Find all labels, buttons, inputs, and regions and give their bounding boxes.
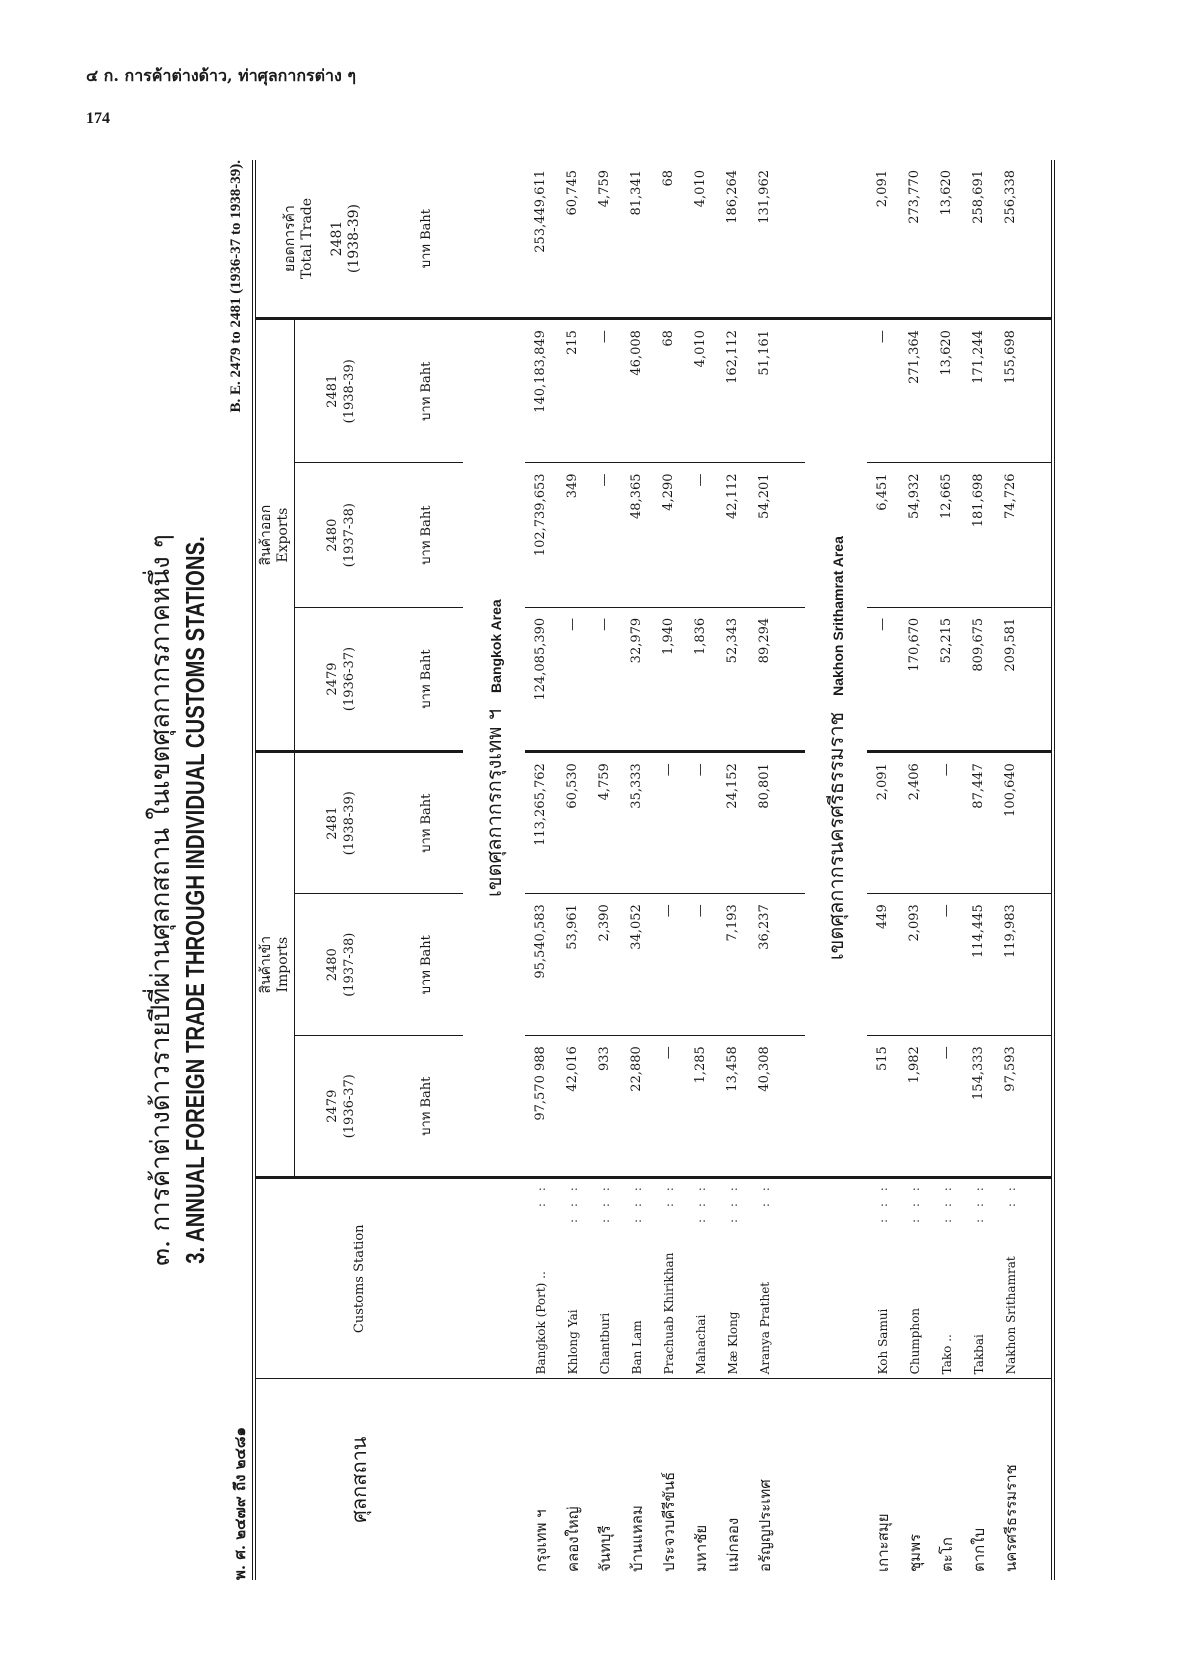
export-value: 209,581	[995, 607, 1027, 751]
total-value: 13,620	[931, 160, 963, 319]
total-english: Total Trade	[298, 197, 315, 280]
import-value: 515	[867, 1036, 899, 1178]
export-value: 102,739,653	[525, 463, 557, 607]
station-name-english-text: Prachuab Khirikhan	[661, 1252, 676, 1375]
section-header-row	[463, 160, 525, 1580]
export-value: 68	[653, 319, 685, 463]
section-header-row	[805, 160, 867, 1580]
table-row	[557, 160, 589, 1580]
spacer	[781, 752, 805, 894]
station-name-english-text: Aranya Prathet	[757, 1281, 772, 1375]
import-value: 42,016	[557, 1036, 589, 1178]
total-value: 256,338	[995, 160, 1027, 319]
unit-label: บาท Baht	[389, 463, 463, 607]
table-title-thai: ๓. การค้าต่างด้าวรายปีที่ผ่านศุลกสถาน ในเขตศุลกากรภาคหนึ่ง ๆ	[146, 534, 176, 1266]
spacer	[1027, 1036, 1053, 1178]
station-name-thai: อรัญญประเทศ	[755, 1479, 774, 1572]
export-value: 12,665	[931, 463, 963, 607]
station-name-thai: ตากใบ	[969, 1527, 988, 1572]
import-value: 2,390	[589, 894, 621, 1036]
table-row	[589, 160, 621, 1580]
export-value: 4,290	[653, 463, 685, 607]
import-value: 449	[867, 894, 899, 1036]
total-value: 68	[653, 160, 685, 319]
export-value: 74,726	[995, 463, 1027, 607]
import-value: 97,570 988	[525, 1036, 557, 1178]
import-value: 40,308	[749, 1036, 781, 1178]
station-name-english	[963, 1178, 995, 1379]
import-value: 24,152	[717, 752, 749, 894]
import-value: 53,961	[557, 894, 589, 1036]
total-value: 131,962	[749, 160, 781, 319]
export-value: 171,244	[963, 319, 995, 463]
import-value: —	[931, 1036, 963, 1178]
station-name-english-text: Chumphon	[907, 1307, 922, 1375]
station-name-thai: มหาชัย	[691, 1524, 710, 1572]
import-value: 100,640	[995, 752, 1027, 894]
station-name-english	[867, 1178, 899, 1379]
leader-dots: : :	[1003, 1183, 1018, 1208]
station-name-english	[557, 1178, 589, 1379]
leader-dots: : :	[533, 1183, 548, 1208]
spacer	[1027, 607, 1053, 751]
total-value: 60,745	[557, 160, 589, 319]
export-value: 46,008	[621, 319, 653, 463]
table-body	[463, 160, 1053, 1580]
leader-dots: : : :	[875, 1183, 890, 1223]
year-sub: (1938-39)	[341, 359, 357, 424]
import-value: —	[653, 1036, 685, 1178]
export-value: 48,365	[621, 463, 653, 607]
unit-label: บาท Baht	[389, 319, 463, 463]
spacer	[1027, 160, 1053, 319]
export-value: 271,364	[899, 319, 931, 463]
table-row	[717, 160, 749, 1580]
imp-year-2479	[294, 1036, 389, 1178]
spacer	[1027, 894, 1053, 1036]
spacer	[1027, 1379, 1053, 1580]
section-name-english: Bangkok Area	[487, 599, 504, 693]
import-value: 34,052	[621, 894, 653, 1036]
import-value: —	[685, 894, 717, 1036]
import-value: 933	[589, 1036, 621, 1178]
station-name-english	[749, 1178, 781, 1379]
total-value: 258,691	[963, 160, 995, 319]
export-value: 1,940	[653, 607, 685, 751]
year: 2481	[325, 374, 341, 408]
spacer	[781, 160, 805, 319]
station-name-thai: กรุงเทพ ฯ	[531, 1509, 550, 1572]
station-name-thai: คลองใหญ่	[563, 1506, 582, 1572]
year-sub: (1938-39)	[341, 791, 357, 856]
import-value: —	[653, 752, 685, 894]
export-value: 54,932	[899, 463, 931, 607]
leader-dots: : : :	[725, 1183, 740, 1223]
station-name-english	[899, 1178, 931, 1379]
station-name-thai: ประจวบคีรีขันธ์	[659, 1471, 678, 1572]
leader-dots: : : :	[629, 1183, 644, 1223]
year: 2479	[325, 662, 341, 696]
import-value: 95,540,583	[525, 894, 557, 1036]
import-value: 97,593	[995, 1036, 1027, 1178]
export-value: —	[557, 607, 589, 751]
station-name-thai: จันทบุรี	[595, 1525, 614, 1572]
total-value: 186,264	[717, 160, 749, 319]
rotated-table-block	[140, 160, 1100, 1580]
station-name-english	[525, 1178, 557, 1379]
export-value: 1,836	[685, 607, 717, 751]
unit-label: บาท Baht	[389, 607, 463, 751]
table-row	[899, 160, 931, 1580]
page-number: 174	[86, 110, 110, 127]
export-value: 52,215	[931, 607, 963, 751]
running-header: ๔ ก. การค้าต่างด้าว, ท่าศุลกากรต่าง ๆ	[86, 66, 356, 85]
table-row	[685, 160, 717, 1580]
import-value: 13,458	[717, 1036, 749, 1178]
total-value: 81,341	[621, 160, 653, 319]
section-name-thai: เขตศุลกากรนครศรีธรรมราช	[823, 711, 848, 961]
export-value: 42,112	[717, 463, 749, 607]
total-value: 2,091	[867, 160, 899, 319]
station-name-english	[995, 1178, 1027, 1379]
leader-dots: : :	[661, 1183, 676, 1208]
year-sub: (1936-37)	[341, 1074, 357, 1139]
station-name-english-text: Khlong Yai	[565, 1309, 580, 1375]
export-value: 162,112	[717, 319, 749, 463]
export-value: 54,201	[749, 463, 781, 607]
import-value: 154,333	[963, 1036, 995, 1178]
year-sub: (1937-38)	[341, 932, 357, 997]
station-name-english-text: Tako ..	[939, 1334, 954, 1375]
export-value: 52,343	[717, 607, 749, 751]
spacer	[805, 160, 867, 319]
spacer	[463, 160, 525, 319]
spacer-row	[1027, 160, 1053, 1580]
spacer	[781, 1379, 805, 1580]
period-thai: พ. ศ. ๒๔๗๙ ถึง ๒๔๘๑	[231, 1427, 249, 1580]
import-value: 36,237	[749, 894, 781, 1036]
imp-year-2480	[294, 894, 389, 1036]
export-value: 124,085,390	[525, 607, 557, 751]
import-value: 7,193	[717, 894, 749, 1036]
station-thai-header: ศุลกสถาน	[347, 1436, 372, 1523]
imp-year-2481	[294, 752, 389, 894]
export-value: —	[867, 607, 899, 751]
station-name-english-text: Koh Samui	[875, 1308, 890, 1375]
table-row	[963, 160, 995, 1580]
year: 2479	[325, 1089, 341, 1123]
station-name-thai: แม่กลอง	[723, 1517, 742, 1572]
spacer	[781, 894, 805, 1036]
export-value: 89,294	[749, 607, 781, 751]
leader-dots: : : :	[907, 1183, 922, 1223]
export-value: 140,183,849	[525, 319, 557, 463]
table-row	[931, 160, 963, 1580]
station-name-thai: ชุมพร	[905, 1533, 924, 1572]
trade-table	[252, 160, 1055, 1580]
station-name-thai: นครศรีธรรมราช	[1001, 1464, 1020, 1572]
export-value: 4,010	[685, 319, 717, 463]
spacer-row	[781, 160, 805, 1580]
import-value: 35,333	[621, 752, 653, 894]
import-value: 80,801	[749, 752, 781, 894]
export-value: 170,670	[899, 607, 931, 751]
station-name-english	[931, 1178, 963, 1379]
station-name-english	[653, 1178, 685, 1379]
spacer	[805, 1379, 867, 1580]
table-row	[653, 160, 685, 1580]
total-header	[254, 160, 389, 319]
export-value: —	[685, 463, 717, 607]
import-value: 1,982	[899, 1036, 931, 1178]
table-row	[867, 160, 899, 1580]
table-row	[749, 160, 781, 1580]
import-value: —	[653, 894, 685, 1036]
year: 2480	[325, 948, 341, 982]
station-name-english	[685, 1178, 717, 1379]
import-value: 114,445	[963, 894, 995, 1036]
leader-dots: : : :	[971, 1183, 986, 1223]
spacer	[1027, 319, 1053, 463]
spacer	[463, 1178, 525, 1379]
station-name-thai: ตะโก	[937, 1537, 956, 1572]
export-value: 155,698	[995, 319, 1027, 463]
exp-year-2480	[294, 463, 389, 607]
spacer	[781, 1178, 805, 1379]
total-value: 4,010	[685, 160, 717, 319]
spacer	[781, 607, 805, 751]
total-value: 273,770	[899, 160, 931, 319]
export-value: 181,698	[963, 463, 995, 607]
station-name-english-text: Ban Lam	[629, 1320, 644, 1375]
year: 2480	[325, 518, 341, 552]
station-name-english-text: Mahachai	[693, 1314, 708, 1375]
export-value: 6,451	[867, 463, 899, 607]
section-title	[805, 319, 867, 1178]
exp-year-2479	[294, 607, 389, 751]
station-name-english-text: Takbai	[971, 1334, 986, 1375]
leader-dots: : : :	[565, 1183, 580, 1223]
export-value: 809,675	[963, 607, 995, 751]
unit-label: บาท Baht	[389, 1036, 463, 1178]
total-value: 4,759	[589, 160, 621, 319]
spacer	[1027, 752, 1053, 894]
table-row	[995, 160, 1027, 1580]
leader-dots: : : :	[693, 1183, 708, 1223]
import-value: 2,093	[899, 894, 931, 1036]
station-name-english-text: Chantburi	[597, 1312, 612, 1375]
year-sub: (1936-37)	[341, 646, 357, 712]
import-value: 1,285	[685, 1036, 717, 1178]
import-value: 60,530	[557, 752, 589, 894]
export-value: 349	[557, 463, 589, 607]
spacer	[1027, 1178, 1053, 1379]
leader-dots: : :	[757, 1183, 772, 1208]
section-name-thai: เขตศุลกากรกรุงเทพ ฯ	[481, 708, 506, 897]
section-name-english: Nakhon Srithamrat Area	[829, 536, 846, 696]
import-value: —	[685, 752, 717, 894]
unit-label: บาท Baht	[389, 752, 463, 894]
import-value: 87,447	[963, 752, 995, 894]
imports-header	[254, 752, 294, 1178]
total-year: 2481	[329, 220, 346, 257]
export-value: —	[589, 319, 621, 463]
station-name-english-text: Mæ Klong	[725, 1311, 740, 1375]
total-value: 253,449,611	[525, 160, 557, 319]
unit-label: บาท Baht	[389, 894, 463, 1036]
unit-label: บาท Baht	[389, 160, 463, 319]
import-value: 4,759	[589, 752, 621, 894]
leader-dots: : : :	[597, 1183, 612, 1223]
export-value: 51,161	[749, 319, 781, 463]
table-title-english: 3. ANNUAL FOREIGN TRADE THROUGH INDIVIDUAL CUSTOMS STATIONS.	[180, 536, 210, 1264]
exp-year-2481	[294, 319, 389, 463]
imports-english: Imports	[274, 936, 291, 993]
table-row	[525, 160, 557, 1580]
section-title	[463, 319, 525, 1178]
station-name-english-text: Bangkok (Port) ..	[533, 1271, 548, 1375]
export-value: 13,620	[931, 319, 963, 463]
exports-english: Exports	[274, 507, 291, 563]
export-value: 215	[557, 319, 589, 463]
station-name-english	[589, 1178, 621, 1379]
spacer	[781, 1036, 805, 1178]
total-year-sub: (1938-39)	[346, 204, 363, 274]
total-thai: ยอดการค้า	[281, 205, 298, 272]
import-value: 119,983	[995, 894, 1027, 1036]
period-english: B. E. 2479 to 2481 (1936-37 to 1938-39).	[228, 160, 244, 413]
station-name-english	[621, 1178, 653, 1379]
spacer	[781, 319, 805, 463]
station-name-english	[717, 1178, 749, 1379]
export-value: 32,979	[621, 607, 653, 751]
import-value: —	[931, 894, 963, 1036]
exports-thai: สินค้าออก	[258, 504, 274, 566]
spacer	[781, 463, 805, 607]
table-row	[621, 160, 653, 1580]
station-name-thai: เกาะสมุย	[873, 1513, 892, 1572]
leader-dots: : : :	[939, 1183, 954, 1223]
station-english-header: Customs Station	[254, 1178, 463, 1379]
import-value: —	[931, 752, 963, 894]
import-value: 2,406	[899, 752, 931, 894]
year: 2481	[325, 806, 341, 840]
spacer	[1027, 463, 1053, 607]
export-value: —	[867, 319, 899, 463]
export-value: —	[589, 607, 621, 751]
station-name-thai: บ้านแหลม	[627, 1505, 646, 1572]
imports-thai: สินค้าเข้า	[258, 935, 274, 994]
spacer	[805, 1178, 867, 1379]
import-value: 22,880	[621, 1036, 653, 1178]
exports-header	[254, 319, 294, 752]
spacer	[463, 1379, 525, 1580]
year-sub: (1937-38)	[341, 503, 357, 568]
import-value: 113,265,762	[525, 752, 557, 894]
export-value: —	[589, 463, 621, 607]
import-value: 2,091	[867, 752, 899, 894]
station-name-english-text: Nakhon Srithamrat	[1003, 1256, 1018, 1375]
